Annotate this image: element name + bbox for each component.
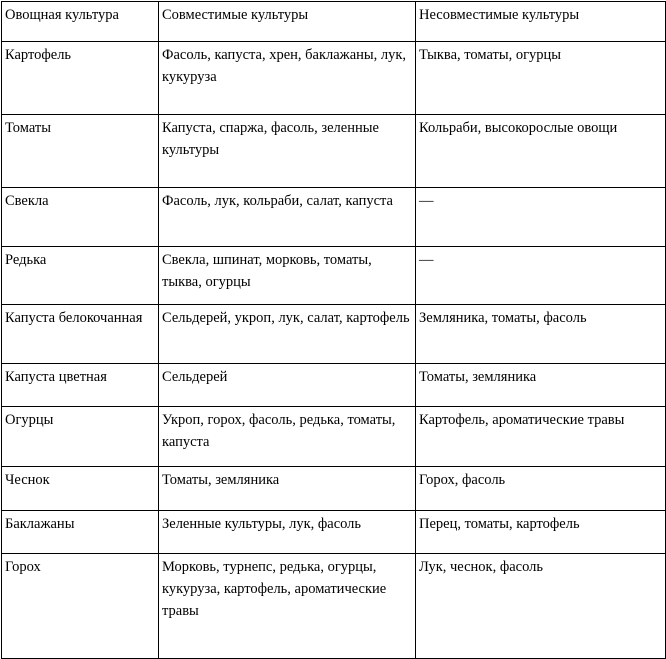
- incompatible-cell: Кольраби, высокорослые овощи: [416, 115, 666, 188]
- table-row: [2, 554, 666, 659]
- crop-cell: Томаты: [2, 115, 159, 188]
- incompatible-cell: Картофель, ароматические травы: [416, 407, 666, 467]
- incompatible-cell: —: [416, 247, 666, 305]
- crop-cell: Огурцы: [2, 407, 159, 467]
- incompatible-cell: Томаты, земляника: [416, 364, 666, 407]
- crop-cell: Горох: [2, 554, 159, 659]
- table-row: [2, 247, 666, 305]
- table-row: [2, 407, 666, 467]
- compatible-cell: Укроп, горох, фасоль, редька, томаты, капуста: [159, 407, 416, 467]
- incompatible-cell: Лук, чеснок, фасоль: [416, 554, 666, 659]
- crop-cell: Редька: [2, 247, 159, 305]
- crop-cell: Картофель: [2, 42, 159, 115]
- compatible-cell: Сельдерей, укроп, лук, салат, картофель: [159, 305, 416, 364]
- table-row: [2, 305, 666, 364]
- crop-compatibility-table: [1, 1, 666, 659]
- compatible-cell: Фасоль, лук, кольраби, салат, капуста: [159, 188, 416, 247]
- incompatible-cell: Горох, фасоль: [416, 467, 666, 511]
- compatible-cell: Капуста, спаржа, фасоль, зеленные культуры: [159, 115, 416, 188]
- compatible-cell: Свекла, шпинат, морковь, томаты, тыква, огурцы: [159, 247, 416, 305]
- table-header-row: [2, 2, 666, 42]
- crop-cell: Баклажаны: [2, 511, 159, 554]
- compatible-cell: Морковь, турнепс, редька, огурцы, кукуруза, картофель, ароматические травы: [159, 554, 416, 659]
- crop-cell: Капуста цветная: [2, 364, 159, 407]
- table-row: [2, 467, 666, 511]
- compatible-cell: Фасоль, капуста, хрен, баклажаны, лук, кукуруза: [159, 42, 416, 115]
- crop-cell: Чеснок: [2, 467, 159, 511]
- crop-cell: Капуста белокочанная: [2, 305, 159, 364]
- table-row: [2, 42, 666, 115]
- incompatible-cell: Тыква, томаты, огурцы: [416, 42, 666, 115]
- compatible-cell: Сельдерей: [159, 364, 416, 407]
- table-row: [2, 188, 666, 247]
- header-cell-compatible: Совместимые культуры: [159, 2, 416, 42]
- incompatible-cell: Земляника, томаты, фасоль: [416, 305, 666, 364]
- header-cell-incompatible: Несовместимые культуры: [416, 2, 666, 42]
- compatible-cell: Томаты, земляника: [159, 467, 416, 511]
- incompatible-cell: Перец, томаты, картофель: [416, 511, 666, 554]
- crop-cell: Свекла: [2, 188, 159, 247]
- table-row: [2, 364, 666, 407]
- header-cell-crop: Овощная культура: [2, 2, 159, 42]
- table-row: [2, 511, 666, 554]
- compatible-cell: Зеленные культуры, лук, фасоль: [159, 511, 416, 554]
- incompatible-cell: —: [416, 188, 666, 247]
- table-row: [2, 115, 666, 188]
